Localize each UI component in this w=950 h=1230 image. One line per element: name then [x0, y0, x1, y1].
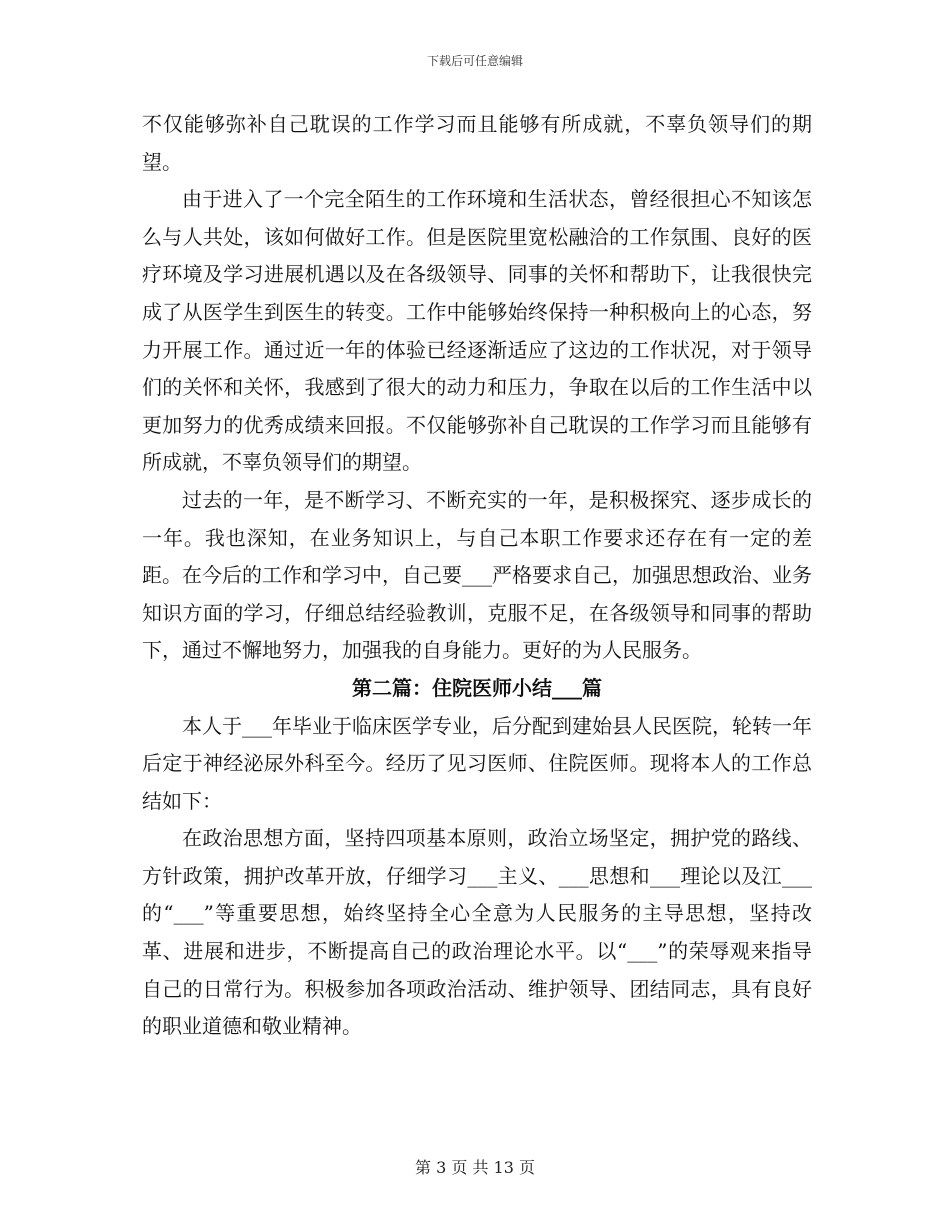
- paragraph-past-year: 过去的一年，是不断学习、不断充实的一年，是积极探究、逐步成长的一年。我也深知，在业务知识上，与自己本职工作要求还存在有一定的差距。在今后的工作和学习中，自己要___严格要求自己，加强思想政治、业务知识方面的学习，仔细总结经验教训，克服不足，在各级领导和同事的帮助下，通过不懈地努力，加强我的自身能力。更好的为人民服务。: [142, 487, 812, 663]
- page-footer: 第 3 页 共 13 页: [415, 1158, 535, 1177]
- paragraph-continuation: 不仅能够弥补自己耽误的工作学习而且能够有所成就，不辜负领导们的期望。: [142, 112, 812, 174]
- paragraph-political-thought: 在政治思想方面，坚持四项基本原则，政治立场坚定，拥护党的路线、方针政策，拥护改革开放，仔细学习___主义、___思想和___理论以及江___的“___”等重要思想，始终坚持全心全意为人民服务的主导思想，坚持改革、进展和进步，不断提高自己的政治理论水平。以“___”的荣辱观来指导自己的日常行为。积极参加各项政治活动、维护领导、团结同志，具有良好的职业道德和敬业精神。: [142, 826, 812, 1039]
- document-body: [142, 106, 812, 1046]
- page-header: 下载后可任意编辑: [426, 54, 523, 68]
- section-heading: 第二篇：住院医师小结___篇: [352, 675, 602, 700]
- paragraph-work-environment: 由于进入了一个完全陌生的工作环境和生活状态，曾经很担心不知该怎么与人共处，该如何做好工作。但是医院里宽松融洽的工作氛围、良好的医疗环境及学习进展机遇以及在各级领导、同事的关怀和帮助下，让我很快完成了从医学生到医生的转变。工作中能够始终保持一种积极向上的心态，努力开展工作。通过近一年的体验已经逐渐适应了这边的工作状况，对于领导们的关怀和关怀，我感到了很大的动力和压力，争取在以后的工作生活中以更加努力的优秀成绩来回报。不仅能够弥补自己耽误的工作学习而且能够有所成就，不辜负领导们的期望。: [142, 187, 812, 475]
- paragraph-introduction: 本人于___年毕业于临床医学专业，后分配到建始县人民医院，轮转一年后定于神经泌尿外科至今。经历了见习医师、住院医师。现将本人的工作总结如下：: [142, 713, 812, 813]
